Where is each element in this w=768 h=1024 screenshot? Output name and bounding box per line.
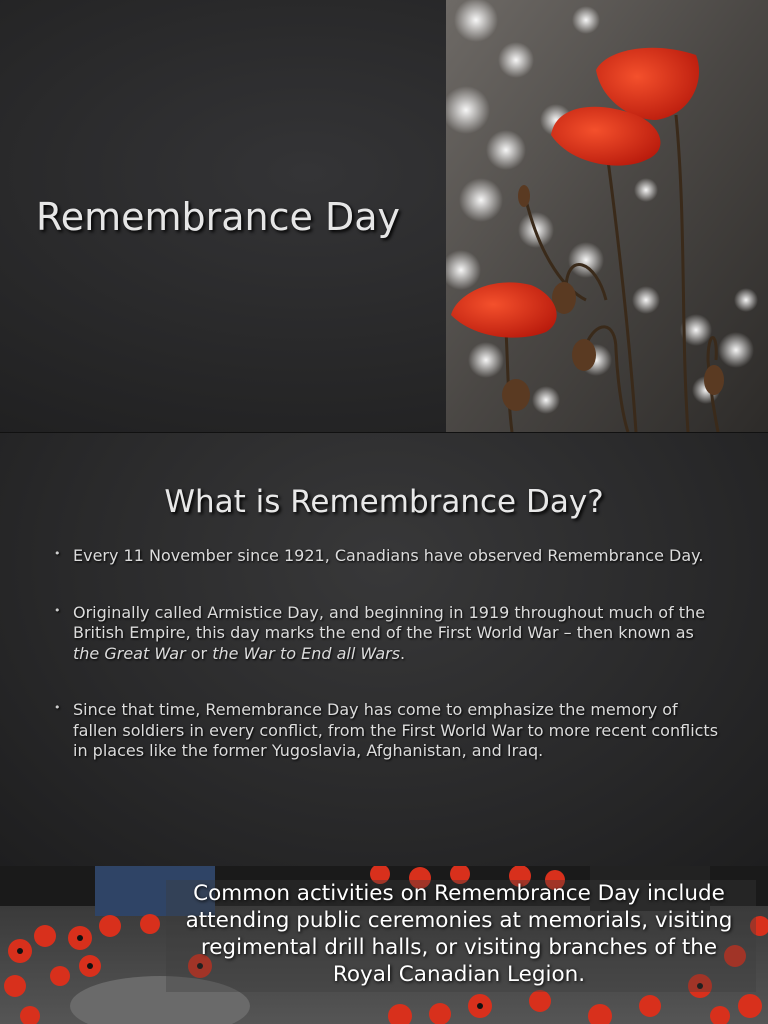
bullet-italic-text: the Great War	[73, 643, 186, 663]
bullet-text: Originally called Armistice Day, and beginning in 1919 throughout much of the British Empire, this day marks the end of the First World War – then known as	[73, 602, 706, 642]
bullet-italic-text: the War to End all Wars	[212, 643, 401, 663]
bullet-icon: •	[54, 701, 61, 714]
bullet-icon: •	[54, 603, 61, 617]
bullet-text: or	[185, 643, 213, 663]
poppies-photo	[446, 0, 768, 432]
bullet-icon: •	[54, 547, 61, 560]
bullet-list	[54, 546, 724, 798]
bullet-text: Since that time, Remembrance Day has come to emphasize the memory of fallen soldiers in every conflict, from the First World War to more recent conflicts in places like the former Yugoslavia, Afghanistan, and Iraq.	[73, 700, 719, 760]
bullet-item	[54, 546, 724, 567]
slide-title	[0, 0, 768, 432]
bullet-item	[54, 603, 724, 665]
slide-heading: What is Remembrance Day?	[164, 484, 604, 520]
slide-what-is	[0, 432, 768, 867]
slide-title-text: Remembrance Day	[36, 195, 400, 239]
bullet-text: .	[400, 643, 406, 663]
bullet-item	[54, 700, 724, 762]
slide-caption: Common activities on Remembrance Day include attending public ceremonies at memorials, visiting regimental drill halls, or visiting branches of the Royal Canadian Legion.	[185, 881, 733, 987]
bullet-text: Every 11 November since 1921, Canadians have observed Remembrance Day.	[73, 546, 704, 565]
slide-activities	[0, 866, 768, 1024]
